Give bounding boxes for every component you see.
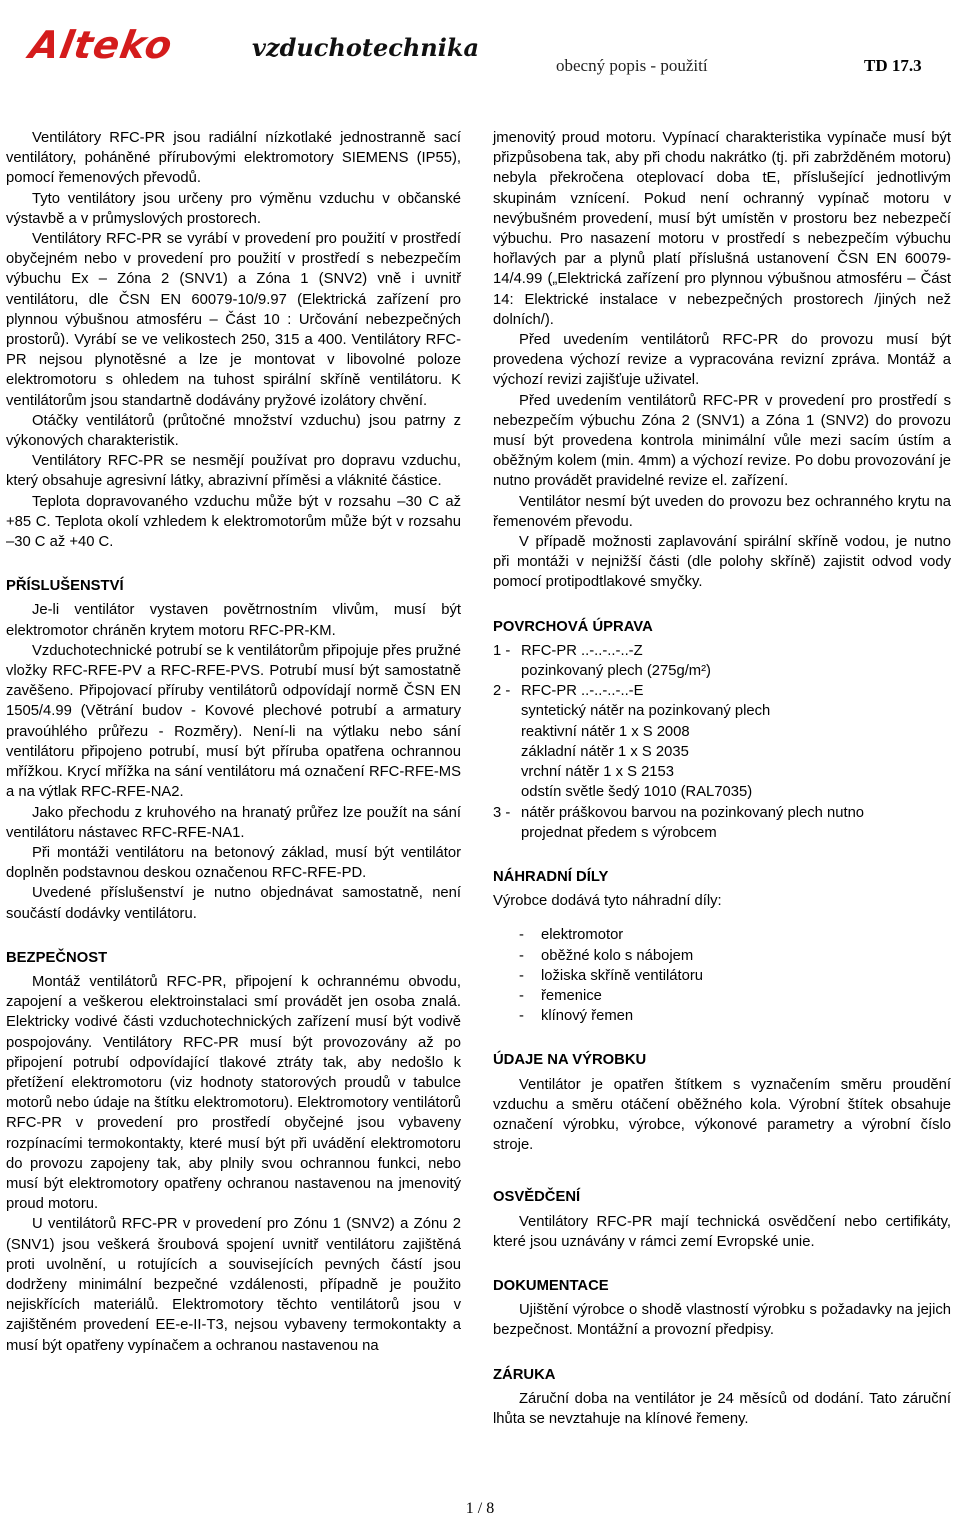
left-column: [6, 128, 461, 1356]
certification-paragraph: Ventilátory RFC-PR mají technická osvědčení nebo certifikáty, které jsou uznávány v rámci zemí Evropské unie.: [493, 1213, 951, 1250]
belt-cover-paragraph: Ventilátor nesmí být uveden do provozu bez ochranného krytu na řemenovém převodu.: [493, 493, 951, 530]
document-code: TD 17.3: [864, 56, 922, 75]
usage-paragraph: Tyto ventilátory jsou určeny pro výměnu vzduchu v občanské výstavbě a v průmyslových prostorech.: [6, 190, 461, 227]
accessories-paragraph: Je-li ventilátor vystaven povětrnostním vlivům, musí být elektromotor chráněn krytem motoru RFC-PR-KM.: [6, 602, 461, 639]
surface-item-desc: reaktivní nátěr 1 x S 2008: [521, 723, 690, 740]
drainage-paragraph: V případě možnosti zaplavování spirální skříně vodou, je nutno při montáži v nejnižší části (dle polohy skříně) zajistit odvod vody pomocí protipodtlakové smyčky.: [493, 534, 951, 591]
motor-protection-paragraph: jmenovitý proud motoru. Vypínací charakteristika vypínače musí být přizpůsobena tak, aby při chodu nakrátko (tj. při zabržděném motoru) nebyla překročena oteplovací doba tE, příslušející jednotlivým skupinám vznícení. Pokud není ochranný vypínač motoru v nevýbušném provedení, musí být umístěn v prostoru bez nebezpečí výbuchu. Pro nasazení motoru v prostředí s nebezpečím výbuchu hořlavých par a plynů platí příslušná ustanovení ČSN EN 60079-14/4.99 („Elektrická zařízení pro plynnou výbušnou atmosféru – Část 14: Elektrické instalace v nebezpečných prostorech /jiných než dolních/).: [493, 130, 951, 328]
spare-part-item: - elektromotor: [519, 927, 624, 944]
surface-item-desc: projednat předem s výrobcem: [521, 824, 717, 841]
page-header: [0, 0, 960, 100]
temperature-paragraph: Teplota dopravovaného vzduchu může být v rozsahu –30 C až +85 C. Teplota okolí vzhledem k elektromotorům může být v rozsahu –30 C až +40 C.: [6, 493, 461, 551]
surface-item: 2 - RFC-PR ..-..-..-..-E: [493, 683, 644, 700]
spare-parts-heading: NÁHRADNÍ DÍLY: [493, 868, 609, 885]
spare-part-item: - řemenice: [519, 987, 602, 1004]
accessories-paragraph: Jako přechodu z kruhového na hranatý průřez lze použít na sání ventilátoru nástavec RFC-RFE-NA1.: [6, 804, 461, 841]
page-number: 1 / 8: [465, 1500, 495, 1517]
surface-item-desc: odstín světle šedý 1010 (RAL7035): [521, 784, 753, 801]
header-description: obecný popis - použití: [556, 56, 708, 75]
speed-paragraph: Otáčky ventilátorů (průtočné množství vzduchu) jsou patrny z výkonových charakteristik.: [6, 412, 461, 450]
revision-paragraph: Před uvedením ventilátorů RFC-PR do provozu musí být provedena výchozí revize a vypracována revizní zpráva. Montáž a výchozí revizi zajišťuje uživatel.: [493, 332, 951, 389]
restriction-paragraph: Ventilátory RFC-PR se nesmějí používat pro dopravu vzduchu, který obsahuje agresivní látky, abrazivní příměsi a vláknité částice.: [6, 453, 461, 490]
product-label-paragraph: Ventilátor je opatřen štítkem s vyznačením směru proudění vzduchu a směru otáčení oběžného kola. Výrobní štítek obsahuje označení výrobku, výrobce, výkonové parametry a výrobní číslo stroje.: [493, 1076, 951, 1154]
safety-paragraph: Montáž ventilátorů RFC-PR, připojení k ochrannému obvodu, zapojení a veškerou elektroinstalaci smí provádět jen osoba znalá. Elektricky vodivé části vzduchotechnických zařízení musí být vodivě pospojovány. Ventilátory RFC-PR musí být provozovány až po připojení potrubí odpovídající tlakové ztráty tak, aby nedošlo k přetížení elektromotoru (viz hodnoty statorových proudů v tabulce motorů nebo údaje na štítku elektromotoru). Elektromotory ventilátorů RFC-PR v provedení pro prostředí obyčejné jsou vybaveny rozpínacími termokontakty, které musí být při uvádění elektromotoru do provozu zapojeny tak, aby plnily svou ochrannou funkci, nebo musí být elektromotory opatřeny ochranou nastavenou na jmenovitý proud motoru.: [6, 973, 461, 1213]
surface-item: 1 - RFC-PR ..-..-..-..-Z: [493, 642, 643, 659]
accessories-paragraph: Při montáži ventilátoru na betonový základ, musí být ventilátor doplněn podstavnou deskou označenou RFC-RFE-PD.: [6, 844, 461, 882]
surface-item-desc: pozinkovaný plech (275g/m²): [521, 663, 711, 680]
safety-heading: BEZPEČNOST: [6, 949, 108, 966]
logo-brand: Alteko: [26, 23, 177, 67]
surface-heading: POVRCHOVÁ ÚPRAVA: [493, 618, 653, 635]
warranty-paragraph: Záruční doba na ventilátor je 24 měsíců od dodání. Tato záruční lhůta se nevztahuje na klínové řemeny.: [493, 1390, 951, 1427]
explosive-revision-paragraph: Před uvedením ventilátorů RFC-PR v provedení pro prostředí s nebezpečím výbuchu Zóna 2 (SNV1) a Zóna 1 (SNV2) do provozu musí být provedena kontrola minimální vůle mezi sacím ústím a oběžným kolem (min. 4mm) a výchozí revize. Po dobu provozování je nutno provádět pravidelné revize el. zařízení.: [493, 392, 951, 490]
product-label-heading: ÚDAJE NA VÝROBKU: [493, 1052, 647, 1069]
warranty-heading: ZÁRUKA: [493, 1366, 556, 1383]
documentation-heading: DOKUMENTACE: [493, 1277, 609, 1294]
execution-paragraph: Ventilátory RFC-PR se vyrábí v provedení pro použití v prostředí obyčejném nebo v provedení pro použití v prostředí s nebezpečím výbuchu Ex – Zóna 2 (SNV1) a Zóna 1 (SNV2) vně i uvnitř ventilátoru, dle ČSN EN 60079-10/9.97 (Elektrická zařízení pro plynnou výbušnou atmosféru – Část 10 : Určování nebezpečných prostorů). Vyrábí se ve velikostech 250, 315 a 400. Ventilátory RFC-PR nejsou plynotěsné a lze je montovat v libovolné poloze elektromotoru s ohledem na tuhost spirální skříně ventilátoru. K ventilátorům jsou standartně dodávány pryžové izolátory chvění.: [6, 231, 461, 409]
intro-paragraph: Ventilátory RFC-PR jsou radiální nízkotlaké jednostranně sací ventilátory, poháněné přírubovými elektromotory SIEMENS (IP55), pomocí řemenových převodů.: [6, 130, 461, 187]
surface-item: 3 - nátěr práškovou barvou na pozinkovaný plech nutno: [493, 804, 865, 821]
right-column: [493, 128, 951, 1429]
certification-heading: OSVĚDČENÍ: [493, 1189, 581, 1206]
spare-parts-intro: Výrobce dodává tyto náhradní díly:: [493, 893, 722, 910]
accessories-paragraph: Uvedené příslušenství je nutno objednávat samostatně, není součástí dodávky ventilátoru.: [6, 885, 461, 922]
accessories-paragraph: Vzduchotechnické potrubí se k ventilátorům připojuje přes pružné vložky RFC-RFE-PV a RFC-RFE-PVS. Potrubí musí být samostatně zavěšeno. Připojovací příruby ventilátorů odpovídají normě ČSN EN 1505/4.99 (Větrání budov - Kovové plechové potrubí a armatury pravoúhlého průřezu - Rozměry). Není-li na výtlaku nebo sání ventilátoru připojeno potrubí, musí být příruba opatřena ochrannou mřížkou. Krycí mřížka na sání ventilátoru má označení RFC-RFE-MS a na výtlak RFC-RFE-NA2.: [6, 642, 461, 801]
logo-tagline: vzduchotechnika: [252, 33, 480, 62]
spare-part-item: - ložiska skříně ventilátoru: [519, 967, 704, 984]
surface-item-desc: vrchní nátěr 1 x S 2153: [521, 764, 674, 781]
documentation-paragraph: Ujištění výrobce o shodě vlastností výrobku s požadavky na jejich bezpečnost. Montážní a provozní předpisy.: [493, 1302, 951, 1339]
spare-part-item: - oběžné kolo s nábojem: [519, 947, 694, 964]
safety-paragraph: U ventilátorů RFC-PR v provedení pro Zónu 1 (SNV2) a Zónu 2 (SNV1) jsou veškerá šroubová spojení uvnitř ventilátoru zajištěná proti uvolnění, u rotujících a souvisejících pevných částí jsou dodrženy minimální bezpečné vzdálenosti, případně je použito nejiskřících materiálů. Elektromotory těchto ventilátorů jsou v zajištěném provedení EE-e-II-T3, nejsou vybaveny termokontakty a musí být opatřeny vypínačem a ochranou nastavenou na: [6, 1216, 461, 1354]
spare-part-item: - klínový řemen: [519, 1008, 634, 1025]
surface-item-desc: základní nátěr 1 x S 2035: [521, 743, 689, 760]
accessories-heading: PŘÍSLUŠENSTVÍ: [6, 578, 124, 595]
surface-item-desc: syntetický nátěr na pozinkovaný plech: [521, 703, 771, 720]
